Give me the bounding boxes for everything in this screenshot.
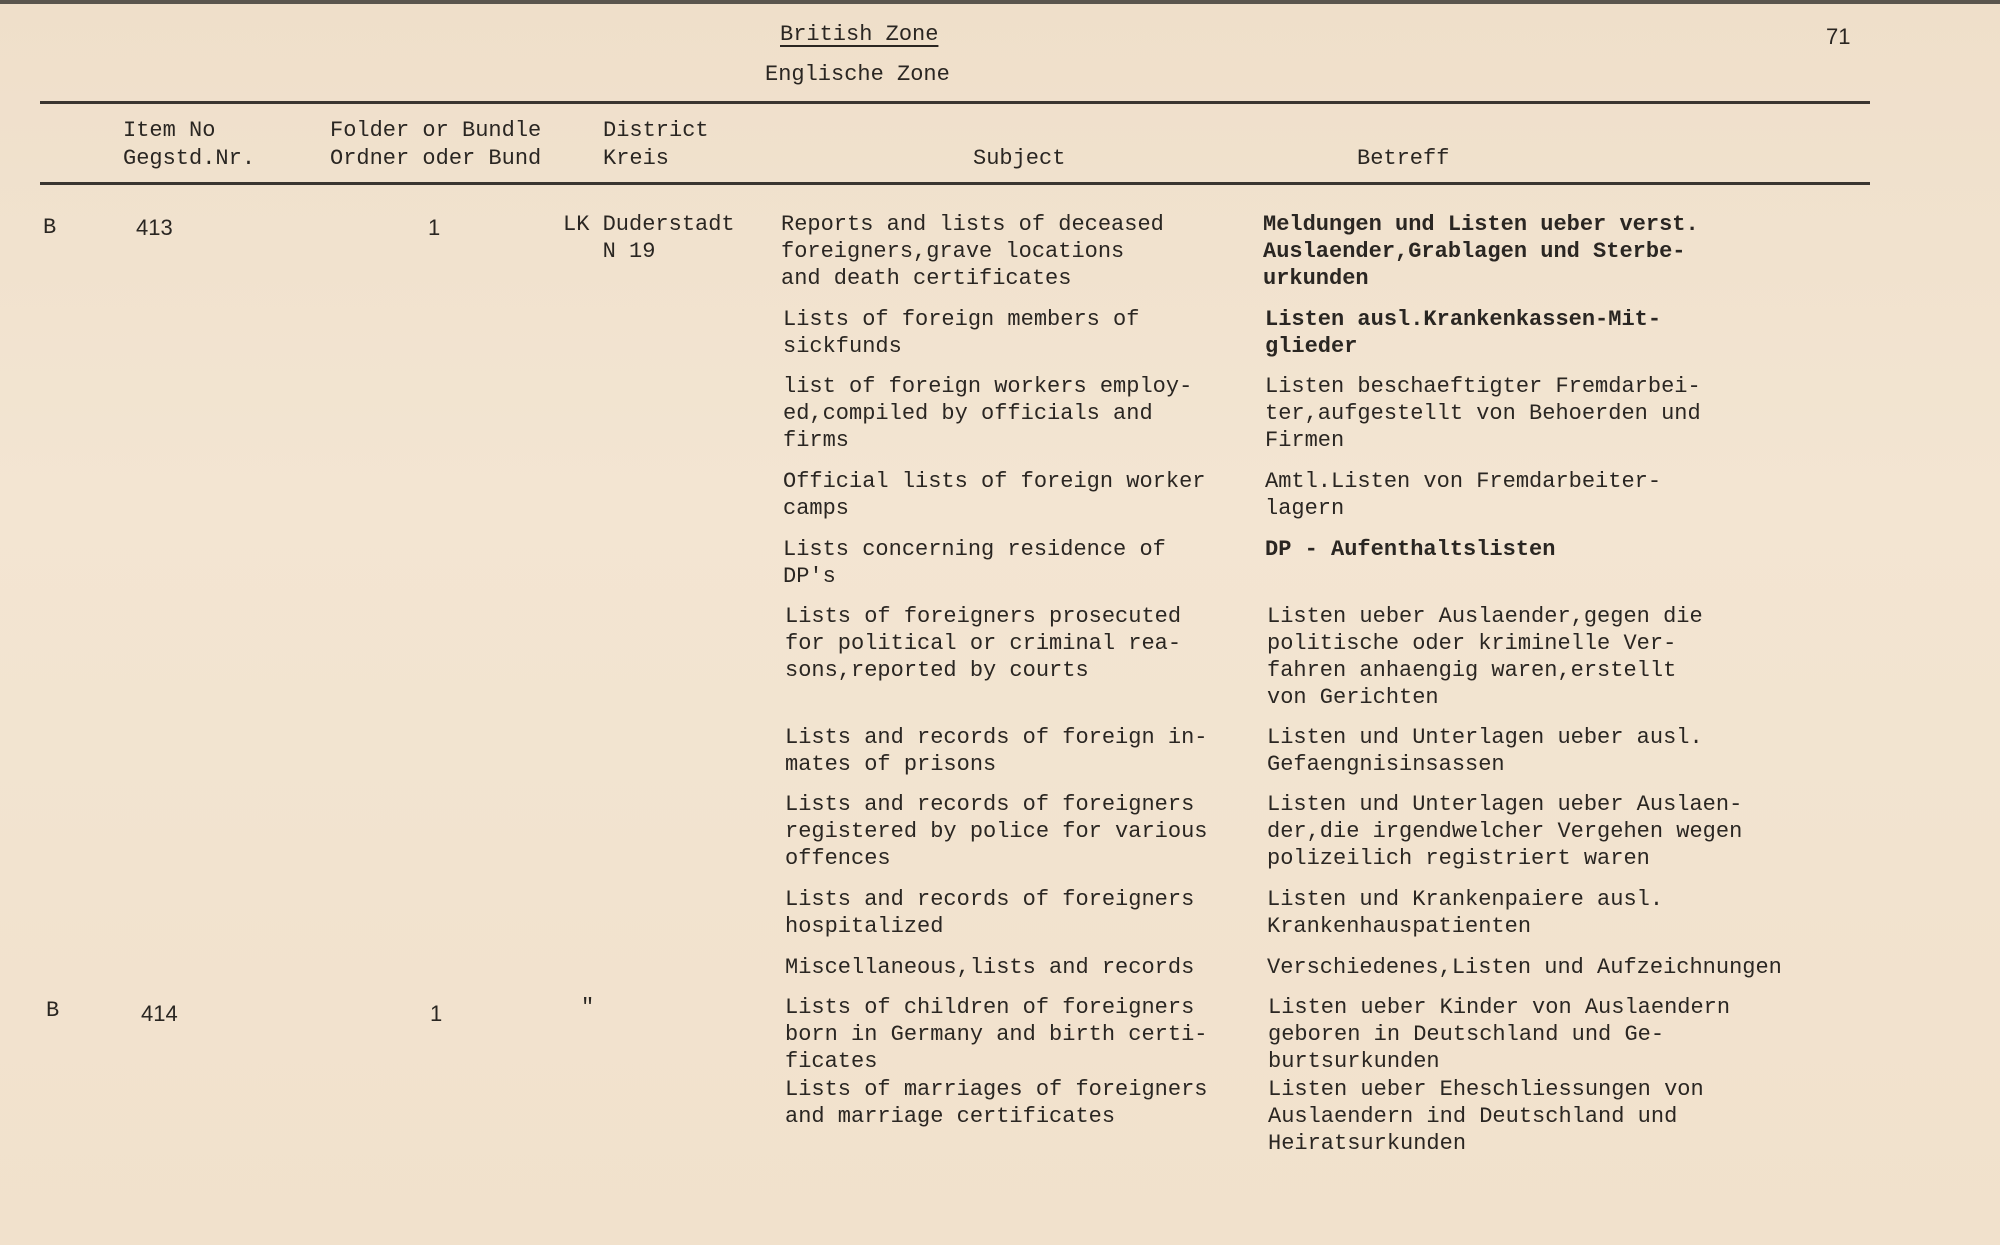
column-header-folder: Folder or Bundle Ordner oder Bund: [330, 118, 542, 171]
betreff-text: Listen und Unterlagen ueber ausl. Gefaengnisinsassen: [1267, 725, 1703, 777]
page-number: 71: [1826, 24, 1851, 49]
entry-series: B: [43, 215, 57, 240]
betreff-text: Listen ueber Kinder von Auslaendern geboren in Deutschland und Ge- burtsurkunden: [1268, 995, 1731, 1074]
betreff-text: Listen und Krankenpaiere ausl. Krankenhauspatienten: [1267, 887, 1664, 939]
betreff-text: Listen ueber Auslaender,gegen die politische oder kriminelle Ver- fahren anhaengig waren,erstellt von Gerichten: [1267, 604, 1703, 710]
subject-text: Lists of marriages of foreigners and marriage certificates: [785, 1077, 1208, 1129]
subject-text: Lists concerning residence of DP's: [783, 537, 1166, 589]
betreff-text: Listen ueber Eheschliessungen von Auslaendern ind Deutschland und Heiratsurkunden: [1268, 1077, 1704, 1156]
header-bottom-rule: [40, 182, 1870, 185]
subject-text: Official lists of foreign worker camps: [783, 469, 1206, 521]
entry-district-ditto: ": [581, 995, 595, 1020]
subject-text: Lists and records of foreign in- mates of prisons: [785, 725, 1208, 777]
column-header-subject: Subject: [973, 146, 1066, 171]
column-header-betreff: Betreff: [1357, 146, 1450, 171]
subject-text: Lists of children of foreigners born in Germany and birth certi- ficates: [785, 995, 1208, 1074]
subject-text: Lists of foreigners prosecuted for political or criminal rea- sons,reported by courts: [785, 604, 1182, 683]
entry-item-number: 414: [141, 1001, 178, 1026]
entry-folder-number: 1: [430, 1001, 443, 1026]
subject-text: Lists and records of foreigners registered by police for various offences: [785, 792, 1208, 871]
entry-item-number: 413: [136, 215, 173, 240]
betreff-text: Listen beschaeftigter Fremdarbei- ter,aufgestellt von Behoerden und Firmen: [1265, 374, 1701, 453]
entry-district: LK Duderstadt N 19: [563, 212, 735, 264]
column-header-item-no: Item No Gegstd.Nr.: [123, 118, 256, 171]
entry-series: B: [46, 998, 60, 1023]
header-top-rule: [40, 101, 1870, 104]
subject-text: list of foreign workers employ- ed,compiled by officials and firms: [783, 374, 1193, 453]
subject-text: Lists and records of foreigners hospitalized: [785, 887, 1195, 939]
zone-subtitle: Englische Zone: [765, 62, 950, 87]
entry-folder-number: 1: [428, 215, 441, 240]
zone-title: British Zone: [780, 22, 939, 47]
subject-text: Miscellaneous,lists and records: [785, 955, 1195, 980]
betreff-text: Listen und Unterlagen ueber Auslaen- der,die irgendwelcher Vergehen wegen polizeilich registriert waren: [1267, 792, 1743, 871]
betreff-text: Amtl.Listen von Fremdarbeiter- lagern: [1265, 469, 1662, 521]
subject-text: Reports and lists of deceased foreigners,grave locations and death certificates: [781, 212, 1164, 291]
scan-top-edge: [0, 0, 2000, 4]
betreff-text: Meldungen und Listen ueber verst. Auslaender,Grablagen und Sterbe- urkunden: [1263, 212, 1699, 291]
betreff-text: DP - Aufenthaltslisten: [1265, 537, 1556, 562]
subject-text: Lists of foreign members of sickfunds: [783, 307, 1140, 359]
betreff-text: Verschiedenes,Listen und Aufzeichnungen: [1267, 955, 1782, 980]
column-header-district: District Kreis: [603, 118, 709, 171]
betreff-text: Listen ausl.Krankenkassen-Mit- glieder: [1265, 307, 1662, 359]
